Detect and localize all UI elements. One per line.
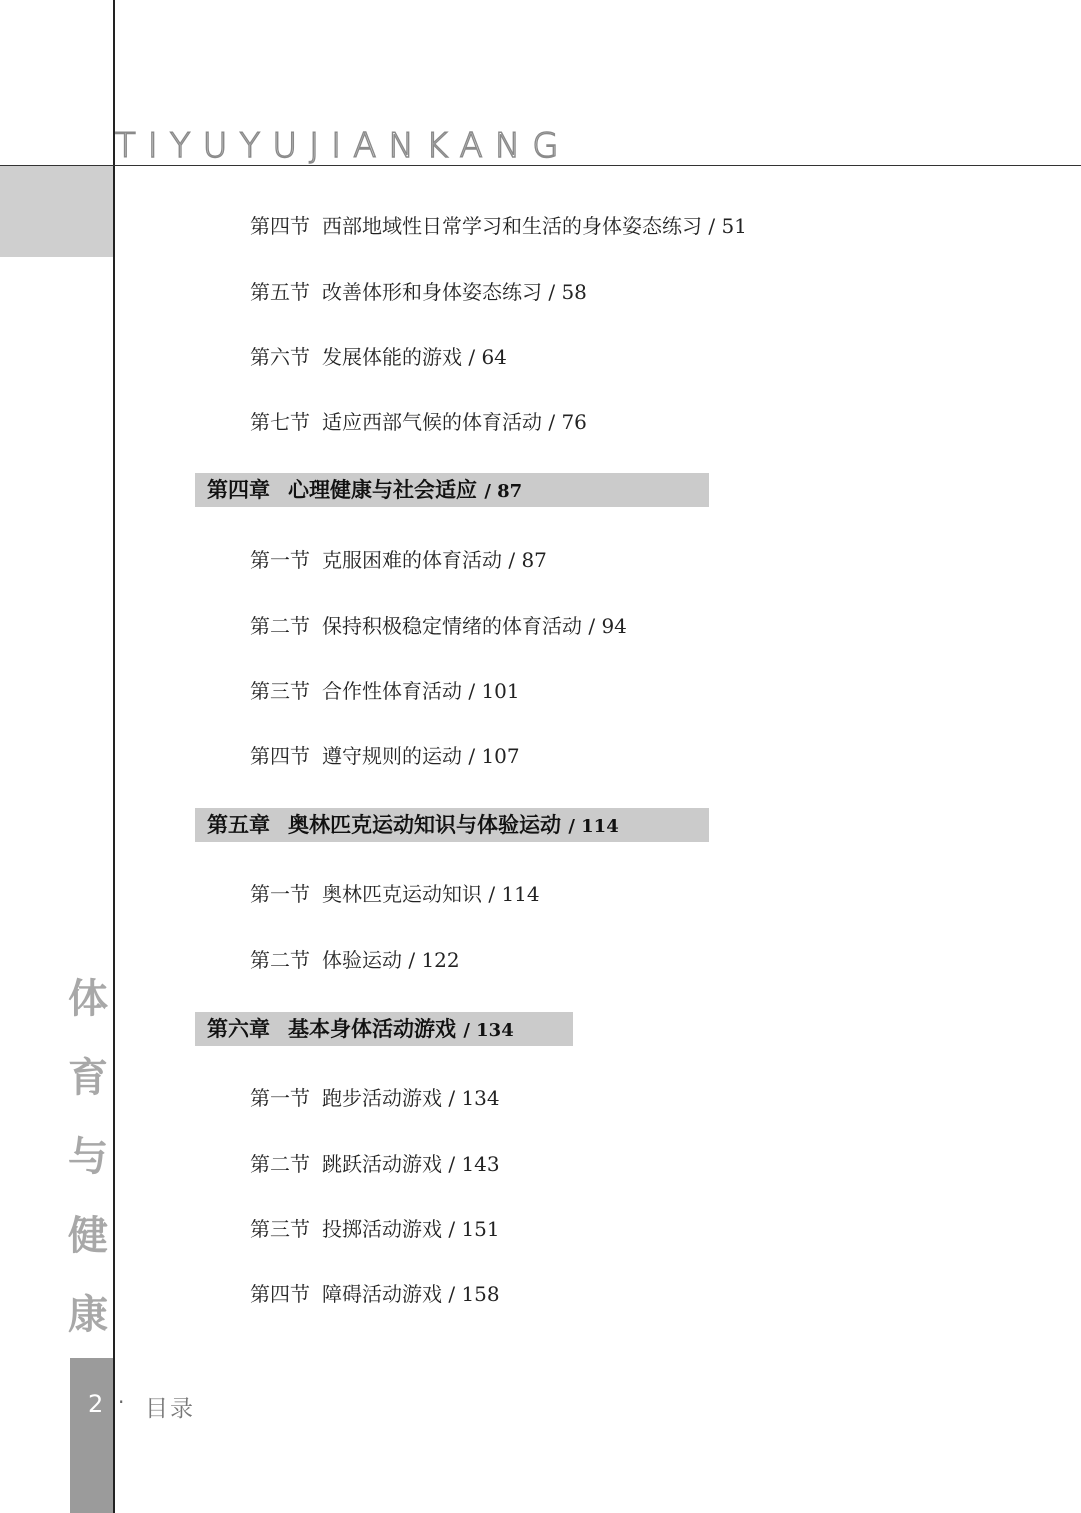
section-number: 第一节 xyxy=(250,1086,310,1110)
section-title: 适应西部气候的体育活动 xyxy=(322,410,542,434)
page-ref: / 58 xyxy=(548,280,587,304)
section-title: 投掷活动游戏 xyxy=(322,1217,442,1241)
section-title: 西部地域性日常学习和生活的身体姿态练习 xyxy=(322,214,702,238)
toc-section-entry[interactable] xyxy=(250,1278,500,1307)
page-ref: / 87 xyxy=(484,481,523,502)
page-ref: / 51 xyxy=(708,214,747,238)
section-title: 障碍活动游戏 xyxy=(322,1282,442,1306)
section-number: 第一节 xyxy=(250,548,310,572)
page-ref: / 134 xyxy=(448,1086,500,1110)
section-title: 发展体能的游戏 xyxy=(322,345,462,369)
page-ref: / 151 xyxy=(448,1217,500,1241)
side-title-char: 体 xyxy=(68,975,108,1022)
section-number: 第二节 xyxy=(250,1152,310,1176)
page-ref: / 64 xyxy=(468,345,507,369)
toc-section-entry[interactable] xyxy=(250,944,460,973)
toc-section-entry[interactable] xyxy=(250,675,520,704)
section-number: 第五节 xyxy=(250,280,310,304)
chapter-number: 第六章 xyxy=(207,1016,270,1041)
page-ref: / 101 xyxy=(468,679,520,703)
section-number: 第二节 xyxy=(250,948,310,972)
section-title: 体验运动 xyxy=(322,948,402,972)
chapter-title: 基本身体活动游戏 xyxy=(288,1016,456,1041)
page-ref: / 122 xyxy=(408,948,460,972)
section-title: 合作性体育活动 xyxy=(322,679,462,703)
section-number: 第四节 xyxy=(250,214,310,238)
section-number: 第三节 xyxy=(250,679,310,703)
toc-section-entry[interactable] xyxy=(250,1082,500,1111)
toc-section-entry[interactable] xyxy=(250,544,547,573)
section-number: 第四节 xyxy=(250,1282,310,1306)
section-title: 克服困难的体育活动 xyxy=(322,548,502,572)
section-title: 改善体形和身体姿态练习 xyxy=(322,280,542,304)
page-ref: / 76 xyxy=(548,410,587,434)
section-number: 第一节 xyxy=(250,882,310,906)
section-title: 跳跃活动游戏 xyxy=(322,1152,442,1176)
page-ref: / 134 xyxy=(463,1020,514,1041)
chapter-title: 奥林匹克运动知识与体验运动 xyxy=(288,812,561,837)
header-title: TIYUYUJIANKANG xyxy=(115,126,571,166)
page-ref: / 114 xyxy=(568,816,619,837)
section-number: 第六节 xyxy=(250,345,310,369)
chapter-number: 第四章 xyxy=(207,477,270,502)
page-ref: / 87 xyxy=(508,548,547,572)
page-number: 2 xyxy=(88,1390,104,1418)
section-title: 遵守规则的运动 xyxy=(322,744,462,768)
page-ref: / 143 xyxy=(448,1152,500,1176)
side-title-char: 康 xyxy=(68,1291,108,1338)
toc-chapter-entry[interactable] xyxy=(195,473,709,507)
toc-section-entry[interactable] xyxy=(250,276,587,305)
toc-section-entry[interactable] xyxy=(250,878,540,907)
section-number: 第三节 xyxy=(250,1217,310,1241)
page-section-label: 目录 xyxy=(145,1396,195,1422)
footer-grey-block xyxy=(70,1358,113,1513)
section-number: 第四节 xyxy=(250,744,310,768)
side-title-char: 健 xyxy=(68,1212,108,1259)
toc-chapter-entry[interactable] xyxy=(195,808,709,842)
side-book-title xyxy=(68,970,114,1365)
page-ref: / 94 xyxy=(588,614,627,638)
section-title: 奥林匹克运动知识 xyxy=(322,882,482,906)
side-title-char: 育 xyxy=(68,1054,108,1101)
toc-section-entry[interactable] xyxy=(250,406,587,435)
chapter-title: 心理健康与社会适应 xyxy=(288,477,477,502)
toc-section-entry[interactable] xyxy=(250,1148,500,1177)
page-ref: / 114 xyxy=(488,882,540,906)
toc-section-entry[interactable] xyxy=(250,210,747,239)
toc-section-entry[interactable] xyxy=(250,740,520,769)
toc-section-entry[interactable] xyxy=(250,1213,500,1242)
section-number: 第二节 xyxy=(250,614,310,638)
section-title: 保持积极稳定情绪的体育活动 xyxy=(322,614,582,638)
side-title-char: 与 xyxy=(68,1133,108,1180)
toc-section-entry[interactable] xyxy=(250,610,627,639)
toc-section-entry[interactable] xyxy=(250,341,507,370)
page-separator-dot: · xyxy=(118,1390,125,1414)
section-number: 第七节 xyxy=(250,410,310,434)
page-ref: / 158 xyxy=(448,1282,500,1306)
toc-chapter-entry[interactable] xyxy=(195,1012,573,1046)
header-grey-block xyxy=(0,166,113,257)
chapter-number: 第五章 xyxy=(207,812,270,837)
page-ref: / 107 xyxy=(468,744,520,768)
section-title: 跑步活动游戏 xyxy=(322,1086,442,1110)
